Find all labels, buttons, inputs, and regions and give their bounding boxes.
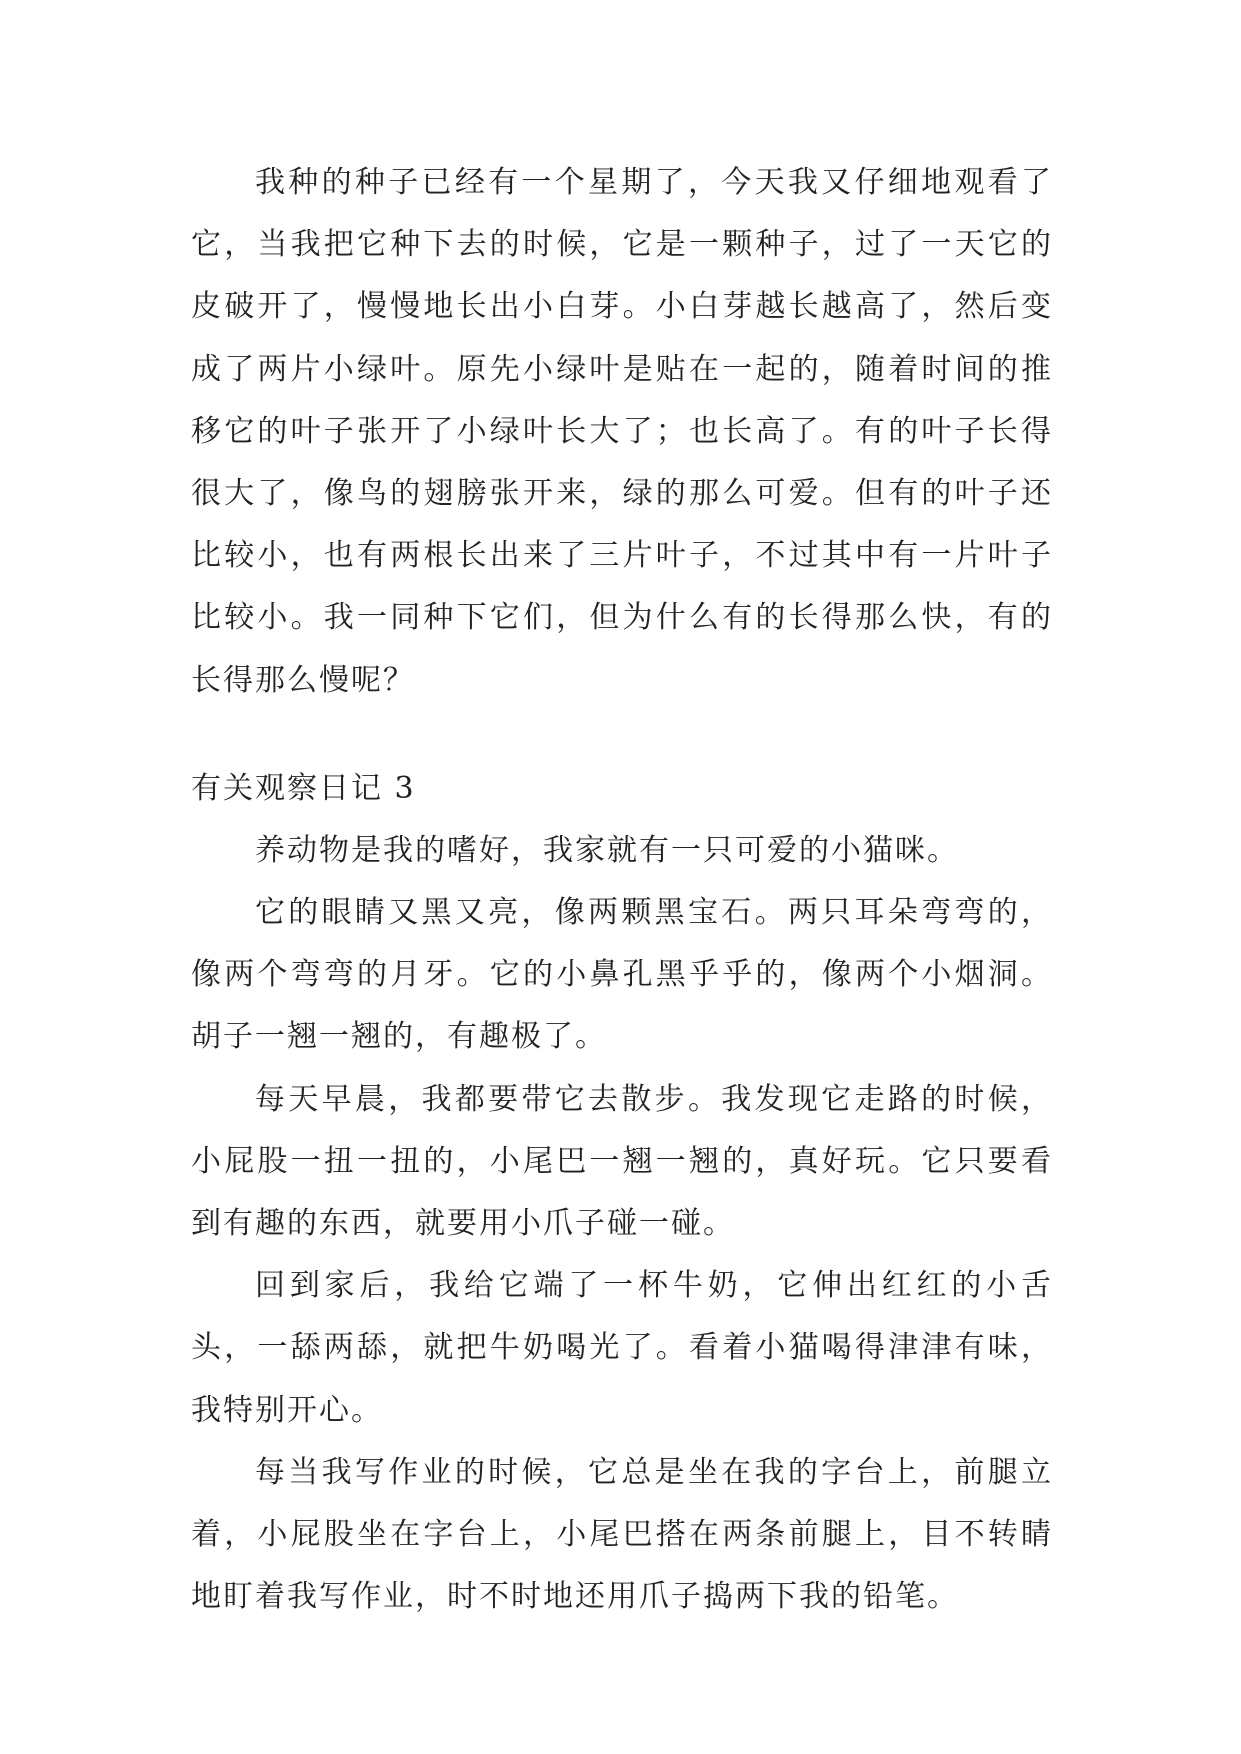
- paragraph-cat-walk: 每天早晨，我都要带它去散步。我发现它走路的时候，小屁股一扭一扭的，小尾巴一翘一翘的，真好玩。它只要看到有趣的东西，就要用小爪子碰一碰。: [191, 1081, 1053, 1242]
- paragraph-cat-intro: 养动物是我的嗜好，我家就有一只可爱的小猫咪。: [255, 832, 959, 868]
- paragraph-seed-observation: 我种的种子已经有一个星期了，今天我又仔细地观看了它，当我把它种下去的时候，它是一颗种子，过了一天它的皮破开了，慢慢地长出小白芽。小白芽越长越高了，然后变成了两片小绿叶。原先小绿叶是贴在一起的，随着时间的推移它的叶子张开了小绿叶长大了；也长高了。有的叶子长得很大了，像鸟的翅膀张开来，绿的那么可爱。但有的叶子还比较小，也有两根长出来了三片叶子，不过其中有一片叶子比较小。我一同种下它们，但为什么有的长得那么快，有的长得那么慢呢？: [191, 165, 1053, 698]
- document-body: [191, 152, 1053, 1628]
- paragraph-cat-milk: 回到家后，我给它端了一杯牛奶，它伸出红红的小舌头，一舔两舔，就把牛奶喝光了。看着小猫喝得津津有味，我特别开心。: [191, 1268, 1053, 1428]
- paragraph-cat-homework: 每当我写作业的时候，它总是坐在我的字台上，前腿立着，小屁股坐在字台上，小尾巴搭在两条前腿上，目不转睛地盯着我写作业，时不时地还用爪子捣两下我的铅笔。: [191, 1454, 1053, 1615]
- paragraph-cat-appearance: 它的眼睛又黑又亮，像两颗黑宝石。两只耳朵弯弯的，像两个弯弯的月牙。它的小鼻孔黑乎乎的，像两个小烟洞。胡子一翘一翘的，有趣极了。: [191, 895, 1053, 1055]
- section-title: 有关观察日记 3: [191, 770, 416, 806]
